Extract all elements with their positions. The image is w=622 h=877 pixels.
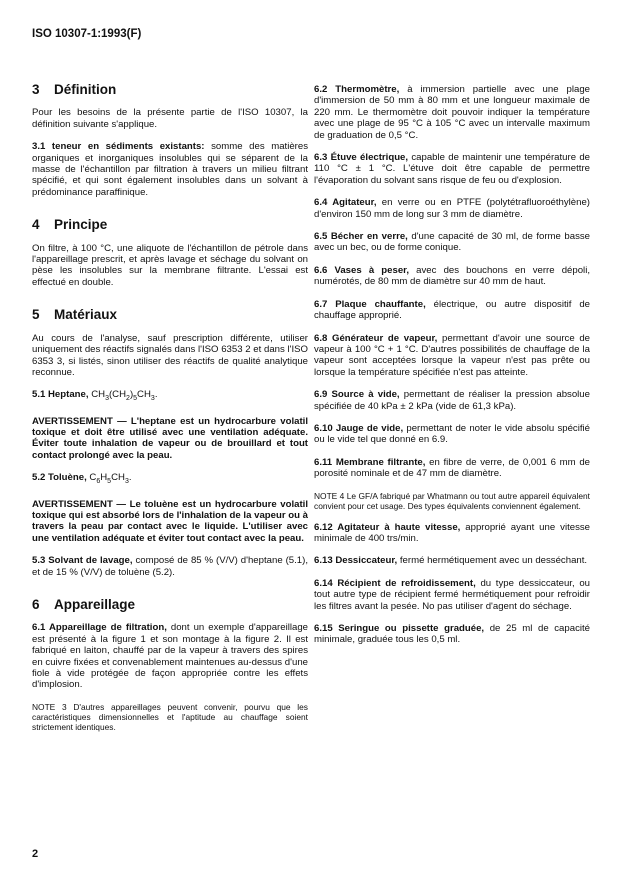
item-6-1: 6.1 Appareillage de filtration, dont un exemple d'appareillage est présenté à la figure 1 et son montage à la figure 2. Il est fabriqué en laiton, chauffé par de la vapeur à travers des spires en cuivre fixées et convenablement maintenues au-dessus d'une fiole à vide protégée de façon appropriée contre les effets d'implosion.: [32, 622, 308, 691]
item-6-15: 6.15 Seringue ou pissette graduée, de 25 ml de capacité minimale, graduée tous les 0,5 ml.: [314, 623, 590, 646]
item-6-7: 6.7 Plaque chauffante, électrique, ou autre dispositif de chauffage approprié.: [314, 298, 590, 322]
item-6-3: 6.3 Étuve électrique, capable de maintenir une température de 110 °C ± 1 °C. L'étuve doit être capable de permettre l'évaporation du solvant sans risque de feu ou d'explosion.: [314, 152, 591, 186]
item-6-9: 6.9 Source à vide, permettant de réaliser la pression absolue spécifiée de 40 kPa ± 2 kPa (vide de 61,3 kPa).: [314, 389, 590, 412]
note-4: NOTE 4 Le GF/A fabriqué par Whatmann ou tout autre appareil équivalent convient pour cet usage. Des types équivalents conviennent également.: [314, 490, 590, 511]
toluene-warning: AVERTISSEMENT — Le toluène est un hydrocarbure volatil toxique qui est absorbé lors de l'inhalation de la vapeur ou à travers la peau par contact avec le liquide. L'utiliser avec une ventilation adéquate et éviter tout contact avec la peau.: [32, 498, 308, 544]
item-6-12: 6.12 Agitateur à haute vitesse, approprié ayant une vitesse minimale de 400 trs/min.: [314, 521, 590, 544]
item-6-10: 6.10 Jauge de vide, permettant de noter le vide absolu spécifié ou le vide tel que donné en 6.9.: [314, 422, 590, 446]
item-6-14: 6.14 Récipient de refroidissement, du type dessiccateur, ou tout autre type de récipient fermé hermétiquement pour refroidir les filtres avant la pesée. No pas utiliser d'agent do séchage.: [314, 577, 590, 612]
left-column: [32, 84, 308, 743]
item-6-11: 6.11 Membrane filtrante, en fibre de verre, de 0,001 6 mm de porosité nominale et de 47 mm de diamètre.: [314, 456, 591, 480]
note-3: NOTE 3 D'autres appareillages peuvent convenir, pourvu que les caractéristiques dimensionnelles et l'aptitude au chauffage soient strictement identiques.: [32, 701, 308, 732]
item-6-4: 6.4 Agitateur, en verre ou en PTFE (polytétrafluoroéthylène) d'environ 150 mm de long sur 3 mm de diamètre.: [314, 197, 590, 220]
section-4-heading: 4 Principe: [32, 217, 108, 233]
heptane-warning: AVERTISSEMENT — L'heptane est un hydrocarbure volatil toxique et doit être utilisé avec une ventilation adéquate. Éviter toute inhalation de vapeur ou de brouillard et tout contact prolongé avec la peau.: [32, 415, 308, 461]
item-6-13: 6.13 Dessiccateur, fermé hermétiquement avec un desséchant.: [314, 555, 588, 567]
item-5-3: 5.3 Solvant de lavage, composé de 85 % (V/V) d'heptane (5.1), et de 15 % (V/V) de toluène (5.2).: [32, 555, 308, 578]
item-6-2: 6.2 Thermomètre, à immersion partielle avec une plage d'immersion de 50 mm à 80 mm et une longueur maximale de 220 mm. Le thermomètre doit pouvoir indiquer la température avec une plage de 95 °C à 105 °C avec un intervalle maximum de graduation de 0,5 °C.: [314, 84, 590, 141]
section-3-intro: Pour les besoins de la présente partie de l'ISO 10307, la définition suivante s'applique.: [32, 107, 308, 130]
section-3-heading: 3 Définition: [32, 82, 117, 97]
item-5-2: 5.2 Toluène, $C_6H_5CH_3$.: [32, 472, 132, 486]
section-6-heading: 6 Appareillage: [32, 597, 136, 612]
item-6-6: 6.6 Vases à peser, avec des bouchons en verre dépoli, numérotés, de 80 mm de diamètre sur 40 mm de haut.: [314, 264, 590, 288]
section-5-text: Au cours de l'analyse, sauf prescription différente, utiliser uniquement des réactifs signalés dans l'ISO 6353 2 et dans l'ISO 6353 3, si listés, sinon utiliser des réactifs de qualité analytique reconnue.: [32, 332, 308, 378]
item-6-5: 6.5 Bécher en verre, d'une capacité de 30 ml, de forme basse avec un bec, ou de forme conique.: [314, 231, 590, 254]
section-5-heading: 5 Matériaux: [32, 307, 118, 323]
section-4-text: On filtre, à 100 °C, une aliquote de l'échantillon de pétrole dans l'appareillage prescrit, et après lavage et séchage du solvant on pèse les insolubles sur la membrane filtrante. L'essai est effectué en double.: [32, 242, 308, 288]
item-5-1: 5.1 Heptane, $CH_3(CH_2)_5CH_3$.: [32, 389, 158, 403]
page-number: 2: [32, 848, 39, 860]
document-id-header: ISO 10307-1:1993(F): [32, 28, 142, 40]
right-column: [314, 84, 590, 657]
definition-3-1: 3.1 teneur en sédiments existants: somme des matières organiques et inorganiques insolubles qui se séparent de la masse de l'échantillon par filtration à travers un milieu filtrant spécifié, et qui sont également insolubles dans un solvant à prédominance paraffinique.: [32, 141, 309, 198]
item-6-8: 6.8 Générateur de vapeur, permettant d'avoir une source de vapeur à 100 °C + 1 °C. D'autres possibilités de chauffage de la vapeur sont acceptées lorsque la vapeur n'est pas prête ou lorsque la température spécifiée n'est pas atteinte.: [314, 332, 591, 378]
